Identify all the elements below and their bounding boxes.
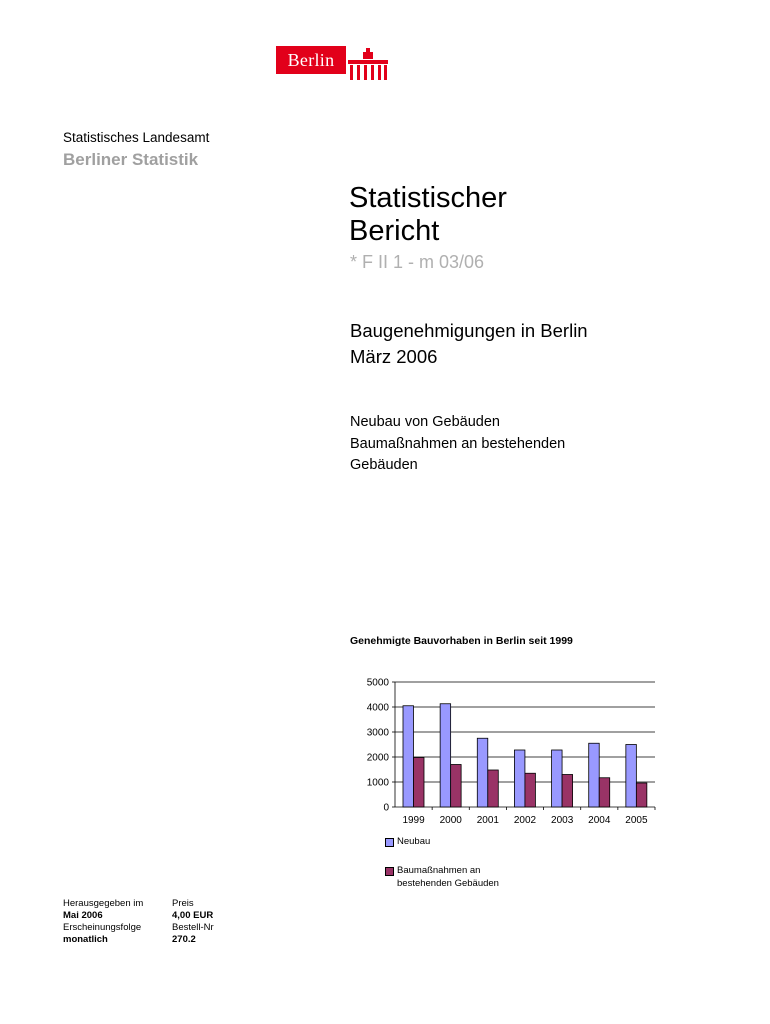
series-name: Berliner Statistik [63,150,199,169]
bar-neubau-1999 [403,706,414,807]
bar-baumassnahmen-2001 [488,770,499,807]
footer-publication [63,898,143,946]
order-value: 270.2 [172,934,196,945]
report-contents [350,412,630,477]
bar-neubau-2005 [626,745,637,808]
y-tick-label: 0 [383,802,389,814]
frequency-label: Erscheinungsfolge [63,922,142,933]
footer-order [172,898,214,946]
bar-neubau-2004 [589,743,600,807]
bar-chart [340,672,670,837]
x-tick-label: 2004 [588,815,611,826]
x-tick-label: 1999 [402,815,425,826]
report-subject-line1: Baugenehmigungen in Berlin [350,320,588,341]
legend-swatch-neubau [385,838,394,847]
report-subject [350,318,670,370]
y-tick-label: 3000 [366,727,389,739]
y-tick-label: 5000 [366,677,389,689]
bar-neubau-2002 [514,750,525,807]
y-tick-label: 4000 [366,702,389,714]
berlin-logo-text: Berlin [276,46,346,74]
price-value: 4,00 EUR [172,910,214,921]
order-label: Bestell-Nr [172,922,214,933]
x-tick-label: 2001 [476,815,499,826]
report-content-line2: Baumaßnahmen an bestehenden [350,435,566,452]
x-tick-label: 2003 [551,815,574,826]
berlin-logo [276,46,390,82]
legend-label-neubau: Neubau [397,836,431,847]
report-title-line1: Statistischer [349,182,507,214]
bar-baumassnahmen-2005 [636,783,647,807]
frequency-value: monatlich [63,934,108,945]
report-subject-line2: März 2006 [350,346,438,367]
report-title [349,182,649,248]
bar-baumassnahmen-2003 [562,775,573,808]
report-content-line1: Neubau von Gebäuden [350,414,500,430]
x-tick-label: 2000 [439,815,462,826]
brandenburg-gate-icon [346,46,390,82]
bar-baumassnahmen-2000 [451,765,462,808]
bar-neubau-2003 [552,750,563,807]
published-label: Herausgegeben im [63,898,144,909]
y-tick-label: 2000 [366,752,389,764]
chart-title: Genehmigte Bauvorhaben in Berlin seit 1999 [350,635,573,647]
bar-neubau-2000 [440,704,451,807]
bar-neubau-2001 [477,738,488,807]
report-content-line3: Gebäuden [350,457,418,473]
x-tick-label: 2002 [513,815,537,826]
bar-baumassnahmen-1999 [414,758,425,808]
bar-baumassnahmen-2002 [525,773,536,807]
bar-baumassnahmen-2004 [599,778,610,807]
legend-label-baumassnahmen: Baumaßnahmen an bestehenden Gebäuden [397,865,499,889]
price-label: Preis [172,898,194,909]
x-tick-label: 2005 [625,815,648,826]
y-tick-label: 1000 [366,777,389,789]
published-value: Mai 2006 [63,910,103,921]
legend-swatch-baumassnahmen [385,867,394,876]
report-code: * F II 1 - m 03/06 [350,252,485,272]
report-title-line2: Bericht [349,215,440,247]
organization-name: Statistisches Landesamt [63,130,210,145]
